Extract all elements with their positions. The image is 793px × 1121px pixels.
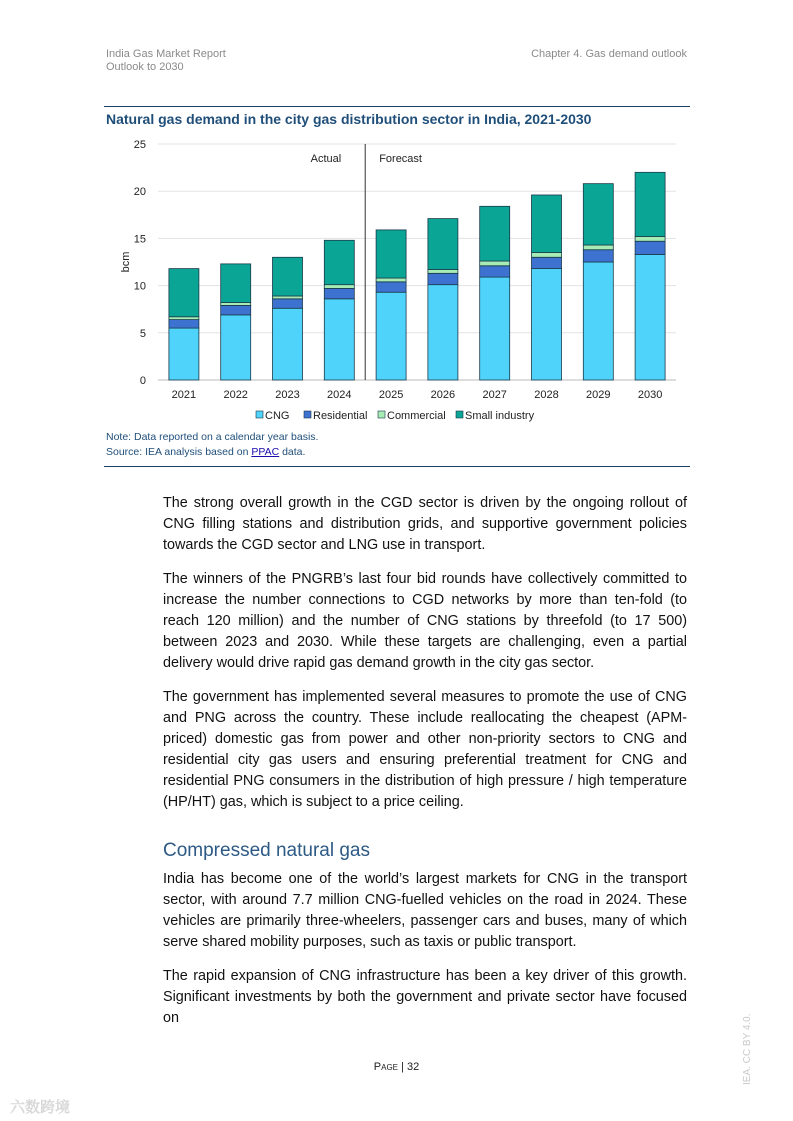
paragraph: The strong overall growth in the CGD sector is driven by the ongoing rollout of CNG filling stations and distribution grids, and supportive government policies towards the CGD sector and LNG use in transport. — [163, 495, 687, 553]
x-tick-label: 2030 — [637, 389, 663, 401]
y-tick-label: 5 — [139, 327, 146, 340]
bar-segment-commercial — [635, 237, 665, 242]
bar-segment-commercial — [583, 245, 613, 250]
paragraph: India has become one of the world’s largest markets for CNG in the transport sector, with around 7.7 million CNG-fuelled vehicles on the road in 2024. These vehicles are primarily three-wheelers, passenger cars and buses, many of which serve shared mobility purposes, such as taxis or public transport. — [163, 871, 687, 950]
bar-segment-small-industry — [273, 257, 303, 296]
bar-segment-cng — [635, 254, 665, 380]
bar-segment-small-industry — [532, 195, 562, 253]
bar-segment-residential — [480, 266, 510, 277]
body-text-2 — [163, 869, 687, 1042]
bar-segment-commercial — [324, 285, 354, 289]
bar-segment-small-industry — [635, 172, 665, 236]
bar-segment-commercial — [532, 253, 562, 258]
bar-segment-cng — [583, 262, 613, 380]
y-tick-label: 20 — [133, 186, 146, 199]
legend-label: Commercial — [387, 410, 446, 422]
figure-bottom-rule — [104, 466, 690, 467]
x-tick-label: 2024 — [327, 389, 352, 401]
actual-label: Actual — [310, 153, 342, 165]
ppac-link[interactable]: PPAC — [251, 446, 280, 458]
bar-segment-residential — [324, 288, 354, 298]
bar-segment-commercial — [480, 261, 510, 266]
chapter-title: Chapter 4. Gas demand outlook — [531, 48, 687, 60]
bar-segment-cng — [221, 315, 251, 380]
paragraph: The winners of the PNGRB’s last four bid rounds have collectively committed to increase the number connections to CGD networks by more than ten-fold (to reach 120 million) and the number of CNG stations by threefold (to 17 500) between 2023 and 2030. While these targets are challenging, even a partial delivery would drive rapid gas demand growth in the city gas sector. — [163, 571, 687, 671]
x-tick-label: 2025 — [378, 389, 404, 401]
source-prefix: Source: IEA analysis based on — [106, 446, 252, 458]
bar-segment-commercial — [273, 296, 303, 299]
bar-segment-residential — [635, 241, 665, 254]
bar-segment-commercial — [376, 278, 406, 282]
y-tick-label: 10 — [133, 280, 146, 293]
bar-segment-cng — [273, 308, 303, 380]
bar-segment-small-industry — [428, 219, 458, 270]
legend-label: Small industry — [465, 410, 535, 422]
bar-segment-cng — [480, 277, 510, 380]
license-text: IEA. CC BY 4.0. — [742, 1013, 753, 1085]
y-tick-label: 15 — [133, 233, 146, 246]
paragraph: The government has implemented several measures to promote the use of CNG and PNG across the country. These include reallocating the cheapest (APM-priced) domestic gas from power and other non-priority sectors to CNG and residential city gas users and ensuring preferential treatment for CNG and residential PNG consumers in the distribution of high pressure / high temperature (HP/HT) gas, which is subject to a price ceiling. — [163, 689, 687, 810]
bar-segment-commercial — [221, 303, 251, 306]
bar-segment-commercial — [169, 317, 199, 320]
bar-segment-cng — [324, 299, 354, 380]
bar-segment-residential — [532, 257, 562, 268]
x-tick-label: 2028 — [534, 389, 559, 401]
page-label: Page — [373, 1061, 398, 1073]
body-text-1 — [163, 493, 687, 826]
x-tick-label: 2026 — [430, 389, 456, 401]
bar-segment-residential — [221, 305, 251, 314]
y-tick-label: 25 — [133, 139, 146, 151]
x-tick-label: 2022 — [223, 389, 248, 401]
bar-segment-small-industry — [376, 230, 406, 278]
bar-segment-residential — [376, 282, 406, 292]
bar-segment-cng — [169, 328, 199, 380]
page-number-value: | 32 — [401, 1061, 420, 1073]
bar-segment-residential — [273, 299, 303, 308]
x-tick-label: 2027 — [482, 389, 507, 401]
report-subtitle: Outlook to 2030 — [106, 61, 184, 73]
bar-segment-small-industry — [480, 206, 510, 261]
legend-swatch — [256, 411, 263, 418]
bar-segment-commercial — [428, 270, 458, 274]
legend-swatch — [304, 411, 311, 418]
stacked-bar-chart — [0, 0, 793, 430]
bar-segment-small-industry — [324, 240, 354, 284]
watermark-logo: 六数跨境 — [10, 1099, 71, 1116]
paragraph: The rapid expansion of CNG infrastructure has been a key driver of this growth. Significant investments by both the government and private sector have focused on — [163, 968, 687, 1026]
x-tick-label: 2021 — [171, 389, 197, 401]
figure-note: Note: Data reported on a calendar year basis. — [106, 431, 319, 443]
bar-segment-small-industry — [169, 269, 199, 317]
bar-segment-cng — [428, 285, 458, 380]
bar-segment-residential — [583, 250, 613, 262]
page-number — [0, 1061, 793, 1073]
legend-label: CNG — [265, 410, 290, 422]
bar-segment-small-industry — [221, 264, 251, 303]
bar-segment-small-industry — [583, 184, 613, 245]
forecast-label: Forecast — [379, 153, 422, 165]
bar-segment-cng — [376, 292, 406, 380]
figure-source — [106, 446, 305, 458]
legend-swatch — [378, 411, 385, 418]
x-tick-label: 2029 — [586, 389, 611, 401]
legend-swatch — [456, 411, 463, 418]
report-title: India Gas Market Report — [106, 48, 226, 60]
legend-label: Residential — [313, 410, 368, 422]
x-tick-label: 2023 — [275, 389, 300, 401]
y-axis-label: bcm — [120, 251, 132, 273]
y-tick-label: 0 — [139, 375, 146, 387]
bar-segment-residential — [169, 320, 199, 328]
source-suffix: data. — [279, 446, 306, 458]
section-heading: Compressed natural gas — [163, 840, 370, 861]
figure-title: Natural gas demand in the city gas distribution sector in India, 2021-2030 — [106, 111, 592, 127]
bar-segment-residential — [428, 273, 458, 284]
bar-segment-cng — [532, 269, 562, 380]
